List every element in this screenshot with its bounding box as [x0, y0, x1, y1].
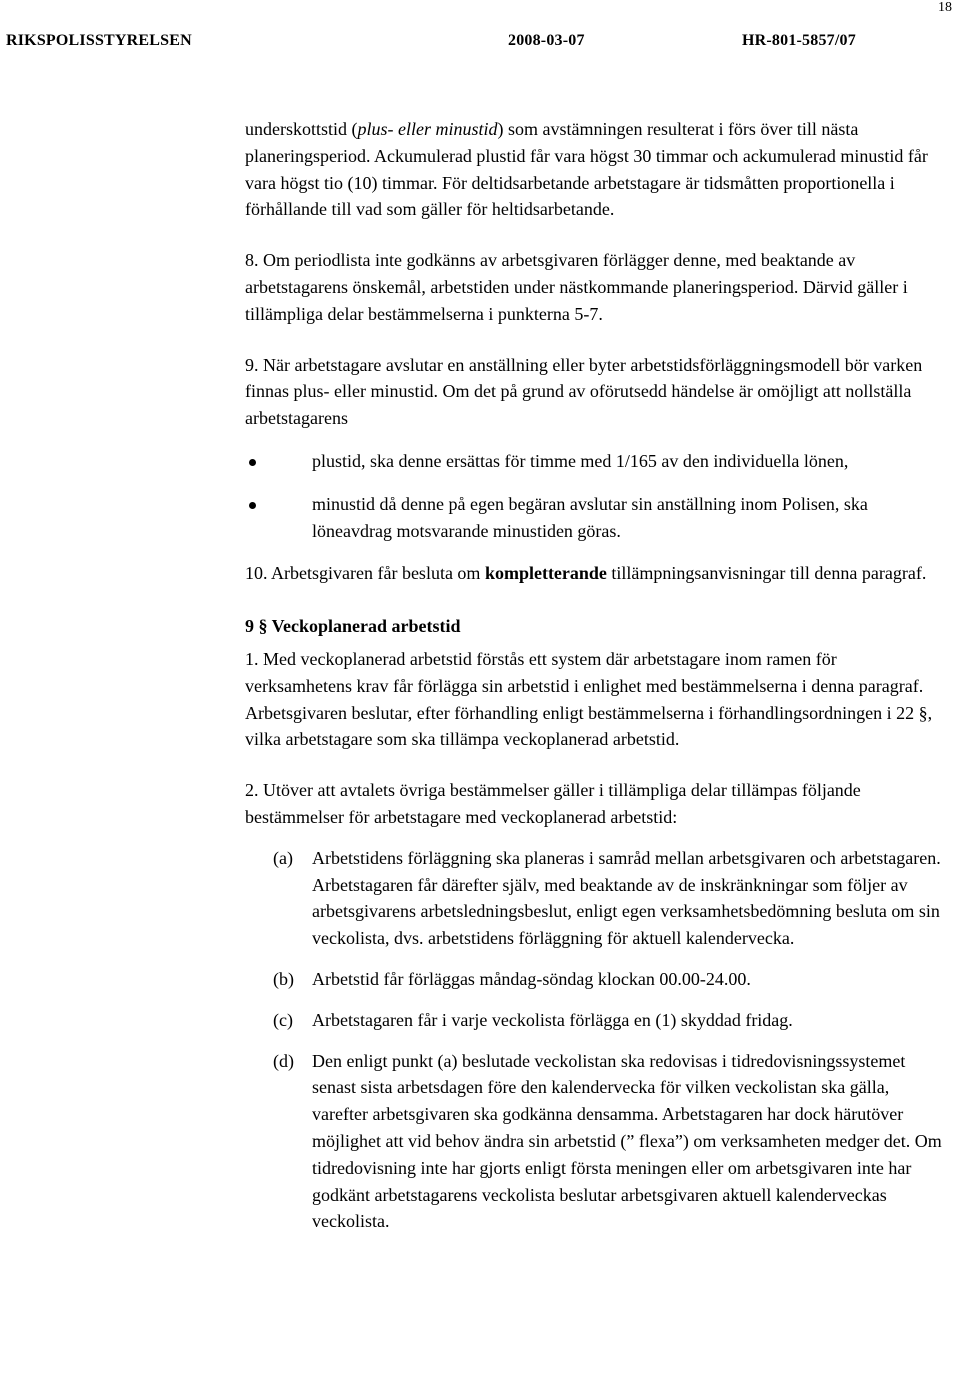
list-item-text: Arbetstidens förläggning ska planeras i samråd mellan arbetsgivaren och arbetstagaren. Arbetstagaren får därefter själv, med beaktande av de inskränkningar som följer av arbetsgivarens arbetsledningsbeslut, enligt egen verksamhetsbedömning besluta om sin veckolista, dvs. arbetstidens förläggning för aktuell kalendervecka. — [312, 847, 941, 949]
list-item — [245, 1048, 947, 1236]
section-paragraph-1: 1. Med veckoplanerad arbetstid förstås ett system där arbetstagare inom ramen för verksamhetens krav får förlägga sin arbetstid i enlighet med bestämmelserna i denna paragraf. Arbetsgivaren beslutar, efter förhandling enligt bestämmelserna i förhandlingsordningen i 22 §, vilka arbetstagare som ska tillämpa veckoplanerad arbetstid. — [245, 648, 933, 750]
header-date: 2008-03-07 — [508, 32, 585, 49]
list-item — [245, 491, 947, 545]
list-item-label: (a) — [273, 847, 293, 868]
paragraph-8: 8. Om periodlista inte godkänns av arbetsgivaren förlägger denne, med beaktande av arbetstagarens önskemål, arbetstiden under nästkommande planeringsperiod. Därvid gäller i tillämpliga delar bestämmelserna i punkterna 5-7. — [245, 250, 908, 324]
bullet-list — [245, 448, 947, 544]
list-item-text: Arbetstagaren får i varje veckolista förlägga en (1) skyddad fridag. — [312, 1009, 793, 1030]
italic-term: plus- eller minustid — [357, 119, 498, 139]
bullet-icon — [249, 459, 256, 466]
page-number: 18 — [938, 0, 952, 15]
section-paragraph-2: 2. Utöver att avtalets övriga bestämmelser gäller i tillämpliga delar tillämpas följande bestämmelser för arbetstagare med veckoplanerad arbetstid: — [245, 780, 861, 827]
list-item-label: (c) — [273, 1009, 293, 1030]
list-item — [245, 448, 947, 475]
list-item — [245, 1007, 947, 1034]
list-item-label: (b) — [273, 968, 294, 989]
page-header — [0, 32, 960, 56]
text-run: ) som avstämningen resulterat i förs över till nästa planeringsperiod. Ackumulerad plustid får vara högst 30 timmar och ackumulerad minustid får vara högst tio (10) timmar. För deltidsarbetande arbetstagare är tidsmåtten proportionella i förhållande till vad som gäller för heltidsarbetande. — [245, 119, 928, 220]
header-reference: HR-801-5857/07 — [742, 32, 856, 49]
list-item-label: (d) — [273, 1050, 294, 1071]
header-organization: RIKSPOLISSTYRELSEN — [6, 32, 192, 49]
list-item — [245, 845, 947, 952]
paragraph-continued — [245, 116, 947, 223]
list-item-text: Arbetstid får förläggas måndag-söndag klockan 00.00-24.00. — [312, 968, 751, 989]
text-run: 10. Arbetsgivaren får besluta om — [245, 563, 485, 584]
text-run: tillämpningsanvisningar till denna paragraf. — [606, 563, 927, 584]
list-item-text: plustid, ska denne ersättas för timme med 1/165 av den individuella lönen, — [312, 450, 849, 471]
paragraph-10 — [245, 560, 947, 587]
document-body — [245, 116, 947, 1249]
list-item-text: Den enligt punkt (a) beslutade veckolistan ska redovisas i tidredovisningssystemet senast sista arbetsdagen före den kalendervecka för vilken veckolistan ska gälla, varefter arbetsgivaren ska godkänna densamma. Arbetstagaren har dock härutöver möjlighet att vid behov ändra sin arbetstid (” flexa”) om verksamheten medger det. Om tidredovisning inte har gjorts enligt första meningen eller om arbetsgivaren inte har godkänt arbetstagarens veckolista beslutar arbetsgivaren aktuell kalenderveckas veckolista. — [312, 1050, 942, 1232]
section-heading: 9 § Veckoplanerad arbetstid — [245, 616, 461, 637]
list-item — [245, 966, 947, 993]
list-item-text: minustid då denne på egen begäran avslutar sin anställning inom Polisen, ska löneavdrag motsvarande minustiden göras. — [312, 493, 868, 541]
lettered-list — [245, 845, 947, 1235]
bold-term: kompletterande — [484, 563, 607, 584]
paragraph-9: 9. När arbetstagare avslutar en anställning eller byter arbetstidsförläggningsmodell bör varken finnas plus- eller minustid. Om det på grund av oförutsedd händelse är omöjligt att nollställa arbetstagarens — [245, 354, 923, 429]
bullet-icon — [249, 502, 256, 509]
text-run: underskottstid ( — [245, 119, 358, 139]
